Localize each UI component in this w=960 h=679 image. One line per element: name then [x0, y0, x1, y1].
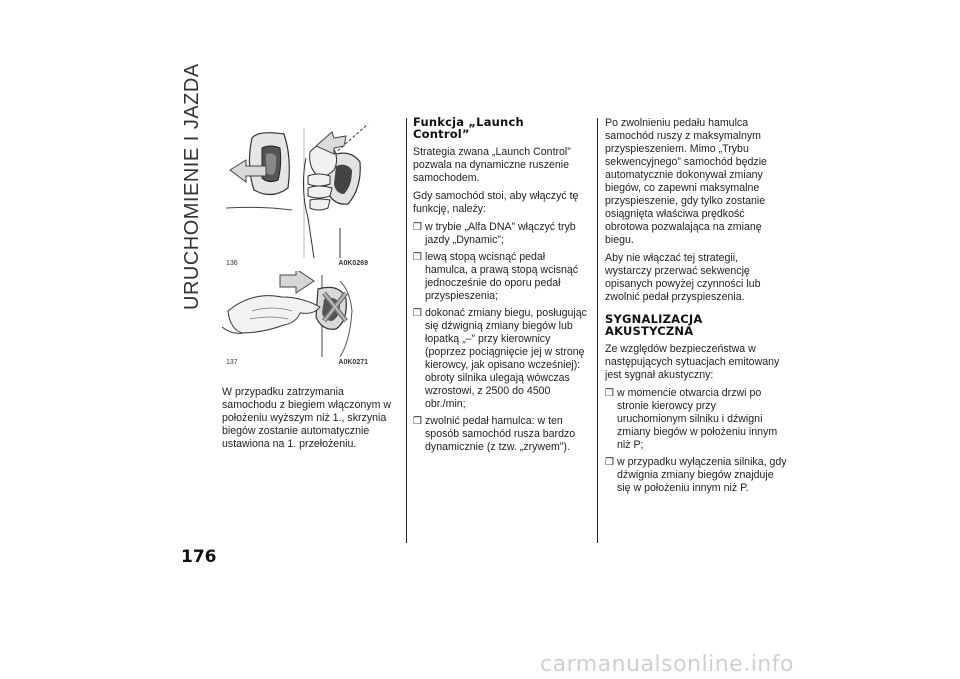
- list-item-text: w trybie „Alfa DNA” włączyć tryb jazdy „Dynamic”;: [425, 221, 576, 246]
- checkbox-bullet-icon: ❒: [413, 416, 422, 427]
- list-item-text: lewą stopą wcisnąć pedał hamulca, a prawą stopą wcisnąć jednocześnie do oporu pedał przyspieszenia;: [425, 251, 579, 302]
- list-item-text: w przypadku wyłączenia silnika, gdy dźwignia zmiany biegów znajduje się w położeniu innym niż P.: [617, 456, 787, 494]
- figure-136-code: A0K0269: [338, 260, 368, 267]
- checkbox-bullet-icon: ❒: [605, 388, 614, 399]
- figure-136-number: 136: [226, 260, 238, 267]
- column-1: [222, 386, 397, 456]
- figure-136-image: [222, 118, 370, 258]
- checkbox-bullet-icon: ❒: [413, 252, 422, 263]
- checkbox-bullet-icon: ❒: [605, 457, 614, 468]
- list-item: [605, 456, 787, 495]
- list-item: [413, 415, 591, 454]
- launch-control-heading: [413, 117, 591, 140]
- list-item: [413, 307, 591, 411]
- column-3: [605, 117, 787, 499]
- col1-paragraph: W przypadku zatrzymania samochodu z biegiem włączonym w położeniu wyższym niż 1., skrzynia biegów zostanie automatycznie ustawiona na 1. przełożeniu.: [222, 386, 391, 450]
- launch-control-heading-line1: Funkcja „Launch: [413, 115, 524, 129]
- column-divider-left: [406, 118, 407, 543]
- list-item-text: w momencie otwarcia drzwi po stronie kierowcy przy uruchomionym silniku i dźwigni zmiany biegów w położeniu innym niż P;: [617, 387, 778, 451]
- checkbox-bullet-icon: ❒: [413, 222, 422, 233]
- list-item: [413, 221, 591, 247]
- page-number: 176: [181, 547, 217, 567]
- list-item: [413, 251, 591, 303]
- col2-paragraph-2: Gdy samochód stoi, aby włączyć tę funkcję, należy:: [413, 190, 579, 215]
- section-title-text: URUCHOMIENIE I JAZDA: [181, 63, 203, 310]
- list-item-text: dokonać zmiany biegu, posługując się dźwignią zmiany biegów lub łopatką „–” przy kierownicy (poprzez pociągnięcie jej w stronę kierowcy, jak opisano wcześniej): obroty silnika ulegają wówczas wzrostowi, z 2500 do 4500 obr./min;: [425, 307, 587, 410]
- figure-137-image: [222, 271, 370, 357]
- col3-paragraph-2: Aby nie włączać tej strategii, wystarczy przerwać sekwencję opisanych powyżej czynności lub zwolnić pedał przyspieszenia.: [605, 252, 761, 303]
- col3-paragraph-1: Po zwolnieniu pedału hamulca samochód ruszy z maksymalnym przyspieszeniem. Mimo „Trybu sekwencyjnego” samochód będzie automatycznie dokonywał zmiany biegów, co zapewni maksymalne przyspieszenie, gdy tylko zostanie osiągnięta właściwa prędkość obrotowa pozwalająca na zmianę biegu.: [605, 117, 767, 246]
- checkbox-bullet-icon: ❒: [413, 308, 422, 319]
- col2-paragraph-1: Strategia zwana „Launch Control” pozwala na dynamiczne ruszenie samochodem.: [413, 146, 571, 184]
- section-title: [181, 63, 213, 310]
- figure-137-number: 137: [226, 359, 238, 366]
- column-divider-right: [597, 118, 598, 543]
- column-2: [413, 117, 591, 458]
- col3-paragraph-3: Ze względów bezpieczeństwa w następujących sytuacjach emitowany jest sygnał akustyczny:: [605, 343, 780, 381]
- launch-control-heading-line2: Control”: [413, 126, 470, 141]
- list-item-text: zwolnić pedał hamulca: w ten sposób samochód rusza bardzo dynamicznie (z tzw. „zrywem”).: [425, 415, 576, 453]
- figure-137-code: A0K0271: [338, 359, 368, 366]
- acoustic-signal-heading-line1: SYGNALIZACJA: [605, 312, 703, 326]
- acoustic-signal-heading: [605, 314, 787, 337]
- watermark-text: carmanualsonline.info: [540, 652, 794, 677]
- list-item: [605, 387, 787, 452]
- acoustic-signal-heading-line2: AKUSTYCZNA: [605, 323, 694, 338]
